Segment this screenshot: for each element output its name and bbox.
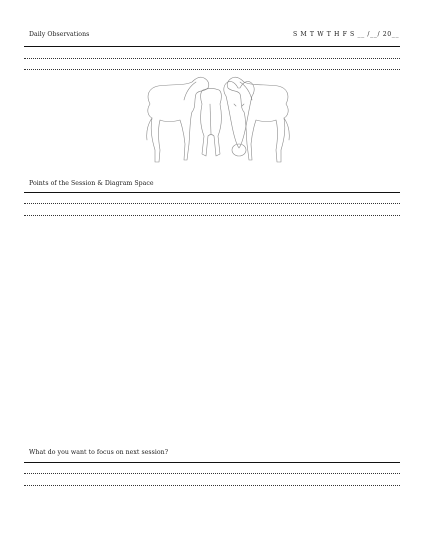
writing-line xyxy=(24,485,400,486)
header-rule xyxy=(24,46,400,47)
section-rule xyxy=(24,192,400,193)
points-section-label: Points of the Session & Diagram Space xyxy=(29,180,154,187)
section-rule xyxy=(24,462,400,463)
writing-line xyxy=(24,69,400,70)
date-line: S M T W T H F S __ /__/ 20__ xyxy=(293,31,400,38)
writing-line xyxy=(24,215,400,216)
writing-line xyxy=(24,473,400,474)
focus-section-label: What do you want to focus on next session? xyxy=(29,449,169,456)
horses-sketch-icon xyxy=(140,74,296,168)
header-title: Daily Observations xyxy=(29,31,90,38)
writing-line xyxy=(24,203,400,204)
writing-line xyxy=(24,58,400,59)
